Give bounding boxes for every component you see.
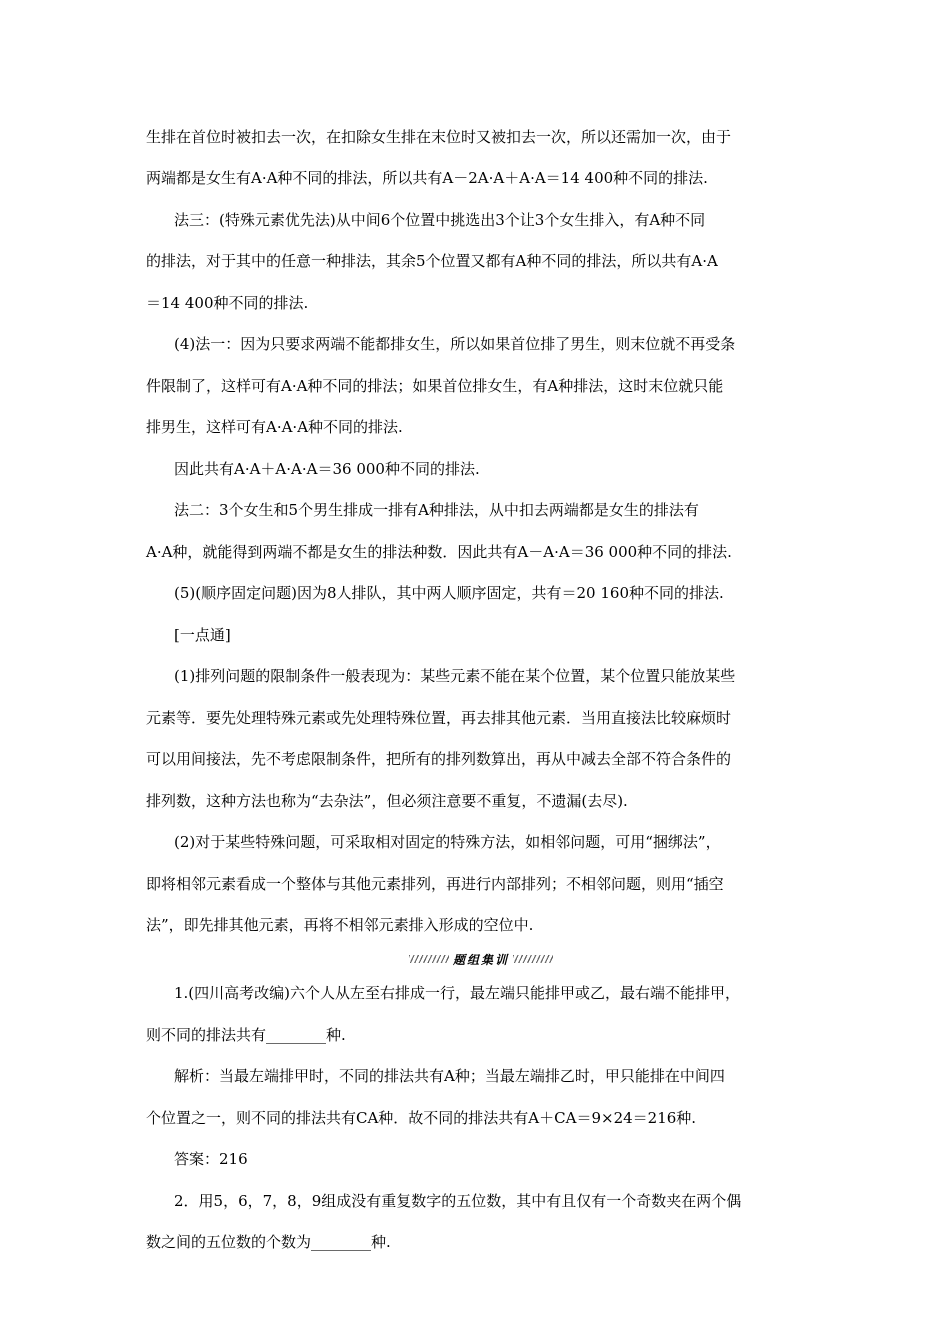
text-line: 因此共有A·A＋A·A·A＝36 000种不同的排法. — [174, 460, 480, 478]
solution-line: 个位置之一，则不同的排法共有CA种．故不同的排法共有A＋CA＝9×24＝216种. — [146, 1109, 697, 1127]
text-line: 生排在首位时被扣去一次，在扣除女生排在末位时又被扣去一次，所以还需加一次，由于 — [146, 128, 732, 146]
text-line: 排列数，这种方法也称为“去杂法”，但必须注意要不重复，不遗漏(去尽). — [146, 792, 628, 810]
text-line: ＝14 400种不同的排法. — [146, 294, 309, 312]
text-line: (1)排列问题的限制条件一般表现为：某些元素不能在某个位置，某个位置只能放某些 — [174, 667, 736, 685]
text-line: (4)法一：因为只要求两端不能都排女生，所以如果首位排了男生，则末位就不再受条 — [174, 335, 736, 353]
section-divider — [146, 940, 816, 978]
text-line: 元素等．要先处理特殊元素或先处理特殊位置，再去排其他元素．当用直接法比较麻烦时 — [146, 709, 732, 727]
text-line: A·A种，就能得到两端不都是女生的排法种数．因此共有A－A·A＝36 000种不同的排法. — [146, 543, 732, 561]
question-line: 1.(四川高考改编)六个人从左至右排成一行，最左端只能排甲或乙，最右端不能排甲， — [174, 984, 741, 1002]
divider-hatch-left — [409, 955, 449, 963]
text-line: 可以用间接法，先不考虑限制条件，把所有的排列数算出，再从中减去全部不符合条件的 — [146, 750, 732, 768]
text-line: 两端都是女生有A·A种不同的排法，所以共有A－2A·A＋A·A＝14 400种不同的排法. — [146, 169, 708, 187]
text-line: (2)对于某些特殊问题，可采取相对固定的特殊方法，如相邻问题，可用“捆绑法”， — [174, 833, 721, 851]
question-line: 数之间的五位数的个数为________种. — [146, 1233, 391, 1251]
text-line: 法”，即先排其他元素，再将不相邻元素排入形成的空位中. — [146, 916, 534, 934]
question-line: 2．用5，6，7，8，9组成没有重复数字的五位数，其中有且仅有一个奇数夹在两个偶 — [174, 1192, 742, 1210]
answer-line: 答案：216 — [174, 1150, 248, 1168]
solution-line: 解析：当最左端排甲时，不同的排法共有A种；当最左端排乙时，甲只能排在中间四 — [174, 1067, 725, 1085]
text-line: 法二：3个女生和5个男生排成一排有A种排法，从中扣去两端都是女生的排法有 — [174, 501, 699, 519]
text-line: 件限制了，这样可有A·A种不同的排法；如果首位排女生，有A种排法，这时末位就只能 — [146, 377, 724, 395]
divider-hatch-right — [513, 955, 553, 963]
text-line: 排男生，这样可有A·A·A种不同的排法. — [146, 418, 403, 436]
question-line: 则不同的排法共有________种. — [146, 1026, 346, 1044]
text-line: 法三：(特殊元素优先法)从中间6个位置中挑选出3个让3个女生排入，有A种不同 — [174, 211, 706, 229]
text-line: (5)(顺序固定问题)因为8人排队，其中两人顺序固定，共有＝20 160种不同的排法. — [174, 584, 724, 602]
divider-title: 题组集训 — [452, 952, 509, 967]
section-heading: [一点通] — [174, 626, 231, 644]
text-line: 的排法，对于其中的任意一种排法，其余5个位置又都有A种不同的排法，所以共有A·A — [146, 252, 718, 270]
text-line: 即将相邻元素看成一个整体与其他元素排列，再进行内部排列；不相邻问题，则用“插空 — [146, 875, 724, 893]
